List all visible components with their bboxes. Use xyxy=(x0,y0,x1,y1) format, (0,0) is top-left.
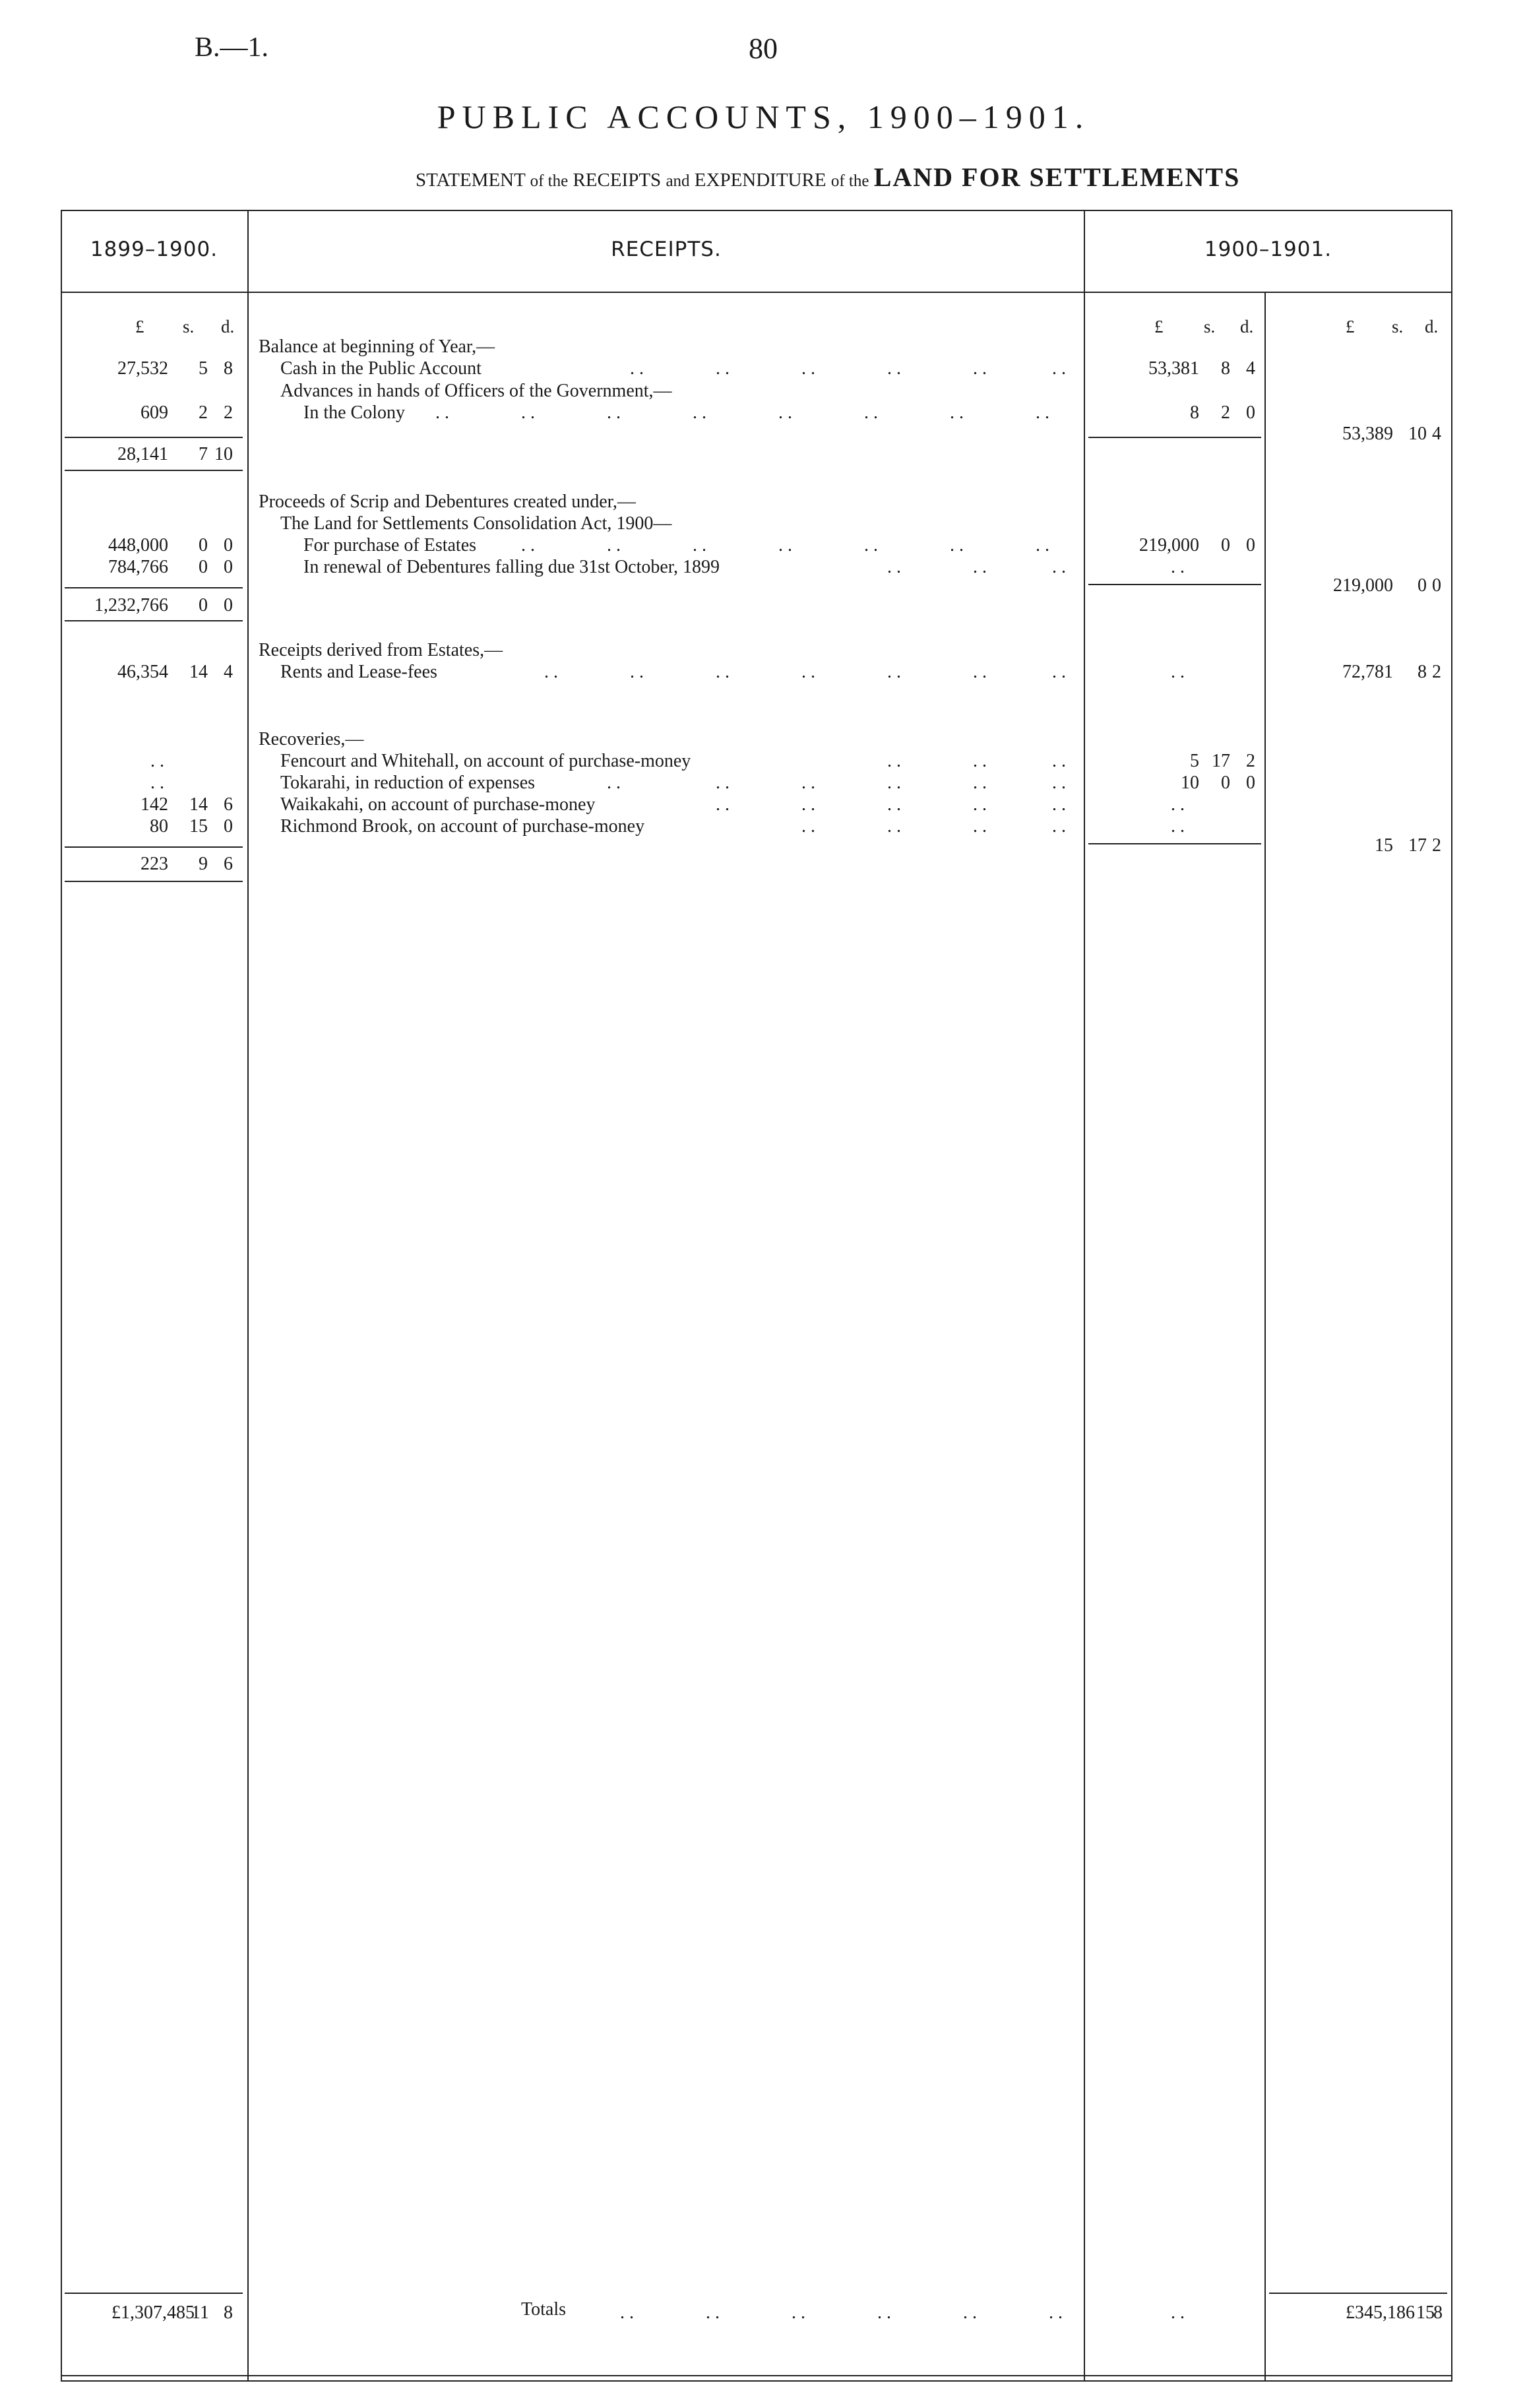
leader-dots: . . xyxy=(792,2302,805,2323)
subtotal-rule xyxy=(1088,584,1261,585)
recoveries-total-prev-pounds: 223 xyxy=(140,854,168,874)
totals-curr-shillings: 15 xyxy=(1416,2302,1435,2323)
estates-curr-shillings: 0 xyxy=(1221,535,1230,555)
estates-receipts-heading: Receipts derived from Estates,— xyxy=(259,640,503,660)
rents-prev-pence: 4 xyxy=(224,662,233,682)
leader-dots: . . xyxy=(630,662,644,682)
leader-dots: . . xyxy=(607,402,621,423)
rule-receipts-column xyxy=(1084,210,1085,2382)
cash-curr-pounds: 53,381 xyxy=(1148,358,1199,379)
leader-dots: . . xyxy=(973,358,987,379)
leader-dots: . . xyxy=(801,794,815,815)
leader-dots: . . xyxy=(693,535,706,555)
leader-dots: . . xyxy=(864,402,878,423)
leader-dots: . . xyxy=(963,2302,977,2323)
proceeds-total-curr-pence: 0 xyxy=(1432,575,1441,596)
leader-dots: . . xyxy=(973,557,987,577)
recoveries-total-curr-pounds: 15 xyxy=(1375,835,1393,856)
balance-total-prev-pence: 10 xyxy=(214,444,233,464)
leader-dots: . . xyxy=(1052,662,1066,682)
leader-dots: . . xyxy=(1171,557,1185,577)
leader-dots: . . xyxy=(693,402,706,423)
estates-prev-pounds: 448,000 xyxy=(108,535,168,555)
leader-dots: . . xyxy=(1052,794,1066,815)
estates-curr-pounds: 219,000 xyxy=(1139,535,1199,555)
balance-total-curr-pounds: 53,389 xyxy=(1342,424,1393,444)
page-reference: B.—1. xyxy=(195,32,269,63)
tokarahi-curr-pence: 0 xyxy=(1246,773,1255,793)
leader-dots: . . xyxy=(150,773,164,793)
rule-prev-year-column xyxy=(247,210,249,2382)
rule-left-edge xyxy=(61,210,62,2382)
header-bottom-rule xyxy=(61,292,1452,293)
statement-subject: LAND FOR SETTLEMENTS xyxy=(873,162,1241,192)
leader-dots: . . xyxy=(1171,816,1185,837)
estates-label: For purchase of Estates xyxy=(303,535,477,555)
leader-dots: . . xyxy=(1049,2302,1063,2323)
leader-dots: . . xyxy=(620,2302,634,2323)
leader-dots: . . xyxy=(973,794,987,815)
renewal-prev-pounds: 784,766 xyxy=(108,557,168,577)
totals-prev-pence: 8 xyxy=(224,2302,233,2323)
richmond-prev-pounds: 80 xyxy=(150,816,168,837)
leader-dots: . . xyxy=(877,2302,891,2323)
balance-total-curr-pence: 4 xyxy=(1432,424,1441,444)
rents-curr-pounds: 72,781 xyxy=(1342,662,1393,682)
leader-dots: . . xyxy=(887,751,901,771)
subtotal-rule xyxy=(1088,843,1261,844)
statement-expenditure: EXPENDITURE xyxy=(694,170,826,191)
leader-dots: . . xyxy=(778,535,792,555)
unit-pence-total: d. xyxy=(1425,317,1439,336)
section-rule xyxy=(65,881,243,882)
unit-shillings-detail: s. xyxy=(1204,317,1216,336)
document-title: PUBLIC ACCOUNTS, 1900–1901. xyxy=(437,98,1090,135)
advances-heading: Advances in hands of Officers of the Government,— xyxy=(280,381,672,401)
fencourt-curr-pounds: 5 xyxy=(1190,751,1199,771)
rents-curr-pence: 2 xyxy=(1432,662,1441,682)
estates-prev-shillings: 0 xyxy=(199,535,208,555)
rents-curr-shillings: 8 xyxy=(1418,662,1427,682)
section-rule xyxy=(65,620,243,621)
table-bottom-rule xyxy=(61,2375,1452,2376)
leader-dots: . . xyxy=(950,535,964,555)
leader-dots: . . xyxy=(607,535,621,555)
leader-dots: . . xyxy=(887,662,901,682)
richmond-prev-pence: 0 xyxy=(224,816,233,837)
colony-curr-pounds: 8 xyxy=(1190,402,1199,423)
leader-dots: . . xyxy=(630,358,644,379)
leader-dots: . . xyxy=(973,773,987,793)
fencourt-curr-shillings: 17 xyxy=(1212,751,1230,771)
section-rule xyxy=(65,470,243,471)
totals-prev-pounds: £1,307,485 xyxy=(111,2302,195,2323)
leader-dots: . . xyxy=(887,773,901,793)
rents-prev-shillings: 14 xyxy=(189,662,208,682)
leader-dots: . . xyxy=(801,358,815,379)
proceeds-total-curr-pounds: 219,000 xyxy=(1333,575,1393,596)
waikakahi-prev-pence: 6 xyxy=(224,794,233,815)
colony-prev-shillings: 2 xyxy=(199,402,208,423)
leader-dots: . . xyxy=(716,773,730,793)
statement-of-2: of the xyxy=(830,172,869,190)
act-heading: The Land for Settlements Consolidation Act, 1900— xyxy=(280,513,672,534)
cash-label: Cash in the Public Account xyxy=(280,358,482,379)
proceeds-total-prev-shillings: 0 xyxy=(199,595,208,616)
leader-dots: . . xyxy=(973,751,987,771)
table-top-rule xyxy=(61,210,1452,211)
column-header-receipts: RECEIPTS. xyxy=(611,238,722,261)
totals-rule xyxy=(65,2293,243,2294)
leader-dots: . . xyxy=(778,402,792,423)
recoveries-total-curr-pence: 2 xyxy=(1432,835,1441,856)
unit-shillings-prev: s. xyxy=(183,317,195,336)
cash-prev-pence: 8 xyxy=(224,358,233,379)
richmond-prev-shillings: 15 xyxy=(189,816,208,837)
proceeds-heading: Proceeds of Scrip and Debentures created under,— xyxy=(259,491,636,512)
leader-dots: . . xyxy=(801,816,815,837)
leader-dots: . . xyxy=(521,535,535,555)
recoveries-total-prev-shillings: 9 xyxy=(199,854,208,874)
colony-prev-pence: 2 xyxy=(224,402,233,423)
leader-dots: . . xyxy=(887,816,901,837)
leader-dots: . . xyxy=(1036,535,1049,555)
statement-receipts: RECEIPTS xyxy=(573,170,662,191)
balance-total-prev-shillings: 7 xyxy=(199,444,208,464)
cash-prev-pounds: 27,532 xyxy=(117,358,168,379)
recoveries-total-curr-shillings: 17 xyxy=(1408,835,1427,856)
proceeds-total-curr-shillings: 0 xyxy=(1418,575,1427,596)
leader-dots: . . xyxy=(1171,794,1185,815)
leader-dots: . . xyxy=(1171,2302,1185,2323)
leader-dots: . . xyxy=(1052,751,1066,771)
leader-dots: . . xyxy=(1052,557,1066,577)
leader-dots: . . xyxy=(1052,358,1066,379)
renewal-label: In renewal of Debentures falling due 31st October, 1899 xyxy=(303,557,720,577)
leader-dots: . . xyxy=(1036,402,1049,423)
renewal-prev-pence: 0 xyxy=(224,557,233,577)
leader-dots: . . xyxy=(607,773,621,793)
statement-heading xyxy=(416,162,1240,193)
balance-total-prev-pounds: 28,141 xyxy=(117,444,168,464)
waikakahi-prev-shillings: 14 xyxy=(189,794,208,815)
colony-prev-pounds: 609 xyxy=(140,402,168,423)
leader-dots: . . xyxy=(801,662,815,682)
unit-pounds-prev: £ xyxy=(135,317,144,336)
totals-curr-pence: 8 xyxy=(1433,2302,1443,2323)
rule-right-edge xyxy=(1451,210,1452,2382)
waikakahi-prev-pounds: 142 xyxy=(140,794,168,815)
leader-dots: . . xyxy=(887,358,901,379)
leader-dots: . . xyxy=(1052,773,1066,793)
totals-label: Totals xyxy=(521,2299,567,2320)
waikakahi-label: Waikakahi, on account of purchase-money xyxy=(280,794,596,815)
leader-dots: . . xyxy=(435,402,449,423)
fencourt-label: Fencourt and Whitehall, on account of purchase-money xyxy=(280,751,691,771)
proceeds-total-prev-pence: 0 xyxy=(224,595,233,616)
column-header-1899-1900: 1899–1900. xyxy=(90,238,218,261)
estates-curr-pence: 0 xyxy=(1246,535,1255,555)
rule-curr-detail-column xyxy=(1264,292,1266,2382)
cash-curr-shillings: 8 xyxy=(1221,358,1230,379)
leader-dots: . . xyxy=(864,535,878,555)
unit-pounds-total: £ xyxy=(1346,317,1355,336)
leader-dots: . . xyxy=(716,794,730,815)
totals-prev-shillings: 11 xyxy=(191,2302,209,2323)
subtotal-rule xyxy=(1088,437,1261,438)
balance-heading: Balance at beginning of Year,— xyxy=(259,336,495,357)
subtotal-rule xyxy=(65,437,243,438)
proceeds-total-prev-pounds: 1,232,766 xyxy=(94,595,168,616)
totals-curr-pounds: £345,186 xyxy=(1346,2302,1415,2323)
cash-prev-shillings: 5 xyxy=(199,358,208,379)
tokarahi-curr-pounds: 10 xyxy=(1181,773,1199,793)
totals-rule xyxy=(1269,2293,1447,2294)
leader-dots: . . xyxy=(973,816,987,837)
fencourt-curr-pence: 2 xyxy=(1246,751,1255,771)
recoveries-total-prev-pence: 6 xyxy=(224,854,233,874)
rents-prev-pounds: 46,354 xyxy=(117,662,168,682)
rents-label: Rents and Lease-fees xyxy=(280,662,437,682)
leader-dots: . . xyxy=(887,557,901,577)
leader-dots: . . xyxy=(716,358,730,379)
statement-lead: STATEMENT xyxy=(416,170,526,191)
estates-prev-pence: 0 xyxy=(224,535,233,555)
leader-dots: . . xyxy=(1171,662,1185,682)
colony-curr-shillings: 2 xyxy=(1221,402,1230,423)
leader-dots: . . xyxy=(973,662,987,682)
statement-of-1: of the xyxy=(530,172,569,190)
leader-dots: . . xyxy=(716,662,730,682)
leader-dots: . . xyxy=(801,773,815,793)
richmond-label: Richmond Brook, on account of purchase-money xyxy=(280,816,645,837)
leader-dots: . . xyxy=(950,402,964,423)
subtotal-rule xyxy=(65,846,243,848)
leader-dots: . . xyxy=(1052,816,1066,837)
tokarahi-label: Tokarahi, in reduction of expenses xyxy=(280,773,536,793)
unit-pounds-detail: £ xyxy=(1154,317,1164,336)
leader-dots: . . xyxy=(887,794,901,815)
unit-shillings-total: s. xyxy=(1392,317,1404,336)
unit-pence-detail: d. xyxy=(1240,317,1254,336)
cash-curr-pence: 4 xyxy=(1246,358,1255,379)
renewal-prev-shillings: 0 xyxy=(199,557,208,577)
leader-dots: . . xyxy=(150,751,164,771)
leader-dots: . . xyxy=(544,662,558,682)
page-number: 80 xyxy=(749,32,778,65)
subtotal-rule xyxy=(65,587,243,588)
colony-label: In the Colony xyxy=(303,402,405,423)
unit-pence-prev: d. xyxy=(221,317,235,336)
colony-curr-pence: 0 xyxy=(1246,402,1255,423)
balance-total-curr-shillings: 10 xyxy=(1408,424,1427,444)
tokarahi-curr-shillings: 0 xyxy=(1221,773,1230,793)
leader-dots: . . xyxy=(521,402,535,423)
table-bottom-rule-double xyxy=(61,2380,1452,2382)
column-header-1900-1901: 1900–1901. xyxy=(1204,238,1332,261)
recoveries-heading: Recoveries,— xyxy=(259,729,364,749)
statement-and: and xyxy=(666,172,690,190)
leader-dots: . . xyxy=(706,2302,720,2323)
